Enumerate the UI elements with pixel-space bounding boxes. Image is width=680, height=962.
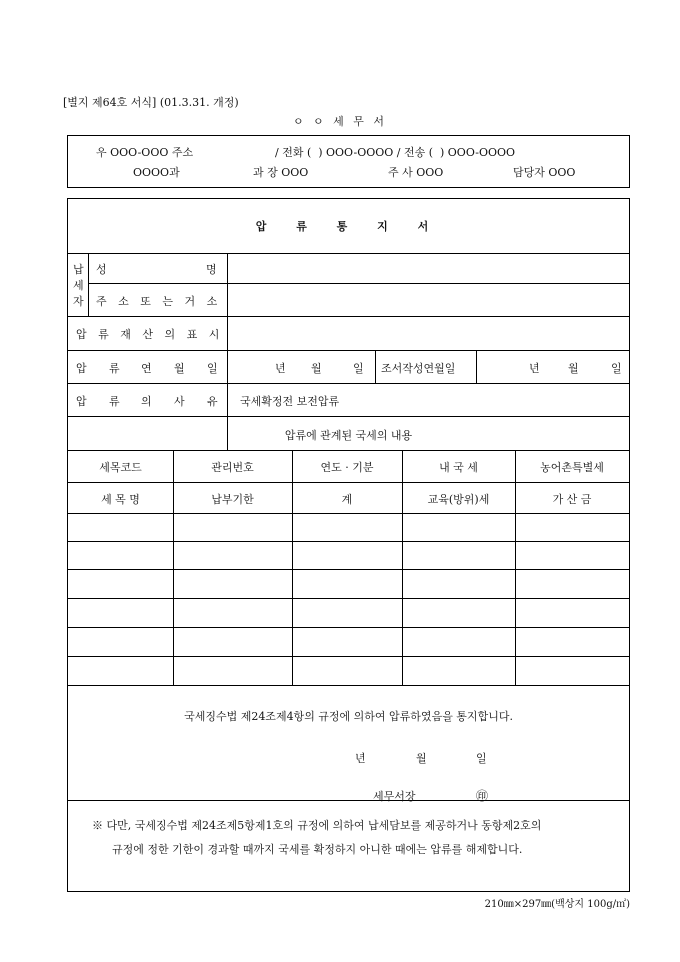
remark-line: 규정에 정한 기한이 경과할 때까지 국세를 확정하지 아니한 때에는 압류를 해제합니다. bbox=[112, 843, 523, 856]
paper-spec: 210㎜×297㎜(백상지 100g/㎡) bbox=[484, 899, 630, 910]
postal-address: 우 OOO-OOO 주소 bbox=[96, 146, 194, 159]
name-label-char: 명 bbox=[206, 263, 217, 276]
seizure-month: 월 bbox=[311, 362, 322, 375]
signer-title: 세무서장 bbox=[373, 790, 416, 803]
column-header: 세목코드 bbox=[99, 461, 142, 474]
column-header: 가 산 금 bbox=[552, 493, 592, 506]
investigation-month: 월 bbox=[568, 362, 579, 375]
column-header: 계 bbox=[341, 493, 353, 506]
column-header: 연도 · 기분 bbox=[320, 461, 374, 474]
column-header: 세 목 명 bbox=[101, 493, 140, 506]
clerk: 주 사 OOO bbox=[388, 166, 444, 179]
seizure-notice-form bbox=[67, 198, 630, 892]
seizure-date-label-char: 연 bbox=[141, 362, 152, 375]
tax-office-name: ㅇ ㅇ 세 무 서 bbox=[292, 115, 388, 128]
section-chief: 과 장 OOO bbox=[253, 166, 309, 179]
seizure-reason-label-char: 류 bbox=[109, 395, 120, 408]
seizure-year: 년 bbox=[275, 362, 286, 375]
seizure-reason-label-char: 압 bbox=[76, 395, 87, 408]
name-label-char: 성 bbox=[96, 263, 107, 276]
seizure-reason-label-char: 의 bbox=[141, 395, 152, 408]
notice-statement: 국세징수법 제24조제4항의 규정에 의하여 압류하였음을 통지합니다. bbox=[184, 710, 513, 723]
department: OOOO과 bbox=[133, 166, 180, 179]
form-identifier: [별지 제64호 서식] (01.3.31. 개정) bbox=[63, 96, 239, 109]
signature-year: 년 bbox=[355, 752, 366, 765]
seized-property-label: 압 류 재 산 의 표 시 bbox=[76, 328, 224, 341]
investigation-date-label: 조서작성연월일 bbox=[381, 362, 456, 375]
column-header: 교육(방위)세 bbox=[427, 493, 490, 506]
column-header: 납부기한 bbox=[211, 493, 254, 506]
office-contact-box bbox=[67, 135, 630, 188]
seizure-reason-label-char: 사 bbox=[174, 395, 185, 408]
seal-mark: ㊞ bbox=[476, 789, 489, 803]
seizure-date-label-char: 압 bbox=[76, 362, 87, 375]
taxpayer-label-char: 자 bbox=[73, 295, 84, 308]
seizure-date-label-char: 류 bbox=[109, 362, 120, 375]
seizure-date-label-char: 월 bbox=[174, 362, 185, 375]
officer-in-charge: 담당자 OOO bbox=[513, 166, 576, 179]
phone-fax: / 전화 ( ) OOO-OOOO / 전송 ( ) OOO-OOOO bbox=[275, 146, 516, 159]
investigation-day: 일 bbox=[611, 362, 622, 375]
remark-line: ※ 다만, 국세징수법 제24조제5항제1호의 규정에 의하여 납세담보를 제공하거나 동항제2호의 bbox=[92, 819, 542, 832]
signature-month: 월 bbox=[416, 752, 427, 765]
taxpayer-label-char: 세 bbox=[73, 279, 84, 292]
signature-day: 일 bbox=[476, 752, 487, 765]
seizure-reason-value: 국세확정전 보전압류 bbox=[240, 395, 340, 408]
seizure-day: 일 bbox=[353, 362, 364, 375]
column-header: 농어촌특별세 bbox=[540, 461, 604, 474]
taxpayer-label-char: 납 bbox=[73, 263, 84, 276]
related-tax-heading: 압류에 관계된 국세의 내용 bbox=[284, 429, 413, 442]
document-title: 압 류 통 지 서 bbox=[255, 220, 442, 233]
seizure-reason-label-char: 유 bbox=[207, 395, 218, 408]
address-label: 주 소 또 는 거 소 bbox=[96, 295, 222, 308]
column-header: 내 국 세 bbox=[439, 461, 478, 474]
investigation-year: 년 bbox=[529, 362, 540, 375]
seizure-date-label-char: 일 bbox=[207, 362, 218, 375]
column-header: 관리번호 bbox=[211, 461, 254, 474]
